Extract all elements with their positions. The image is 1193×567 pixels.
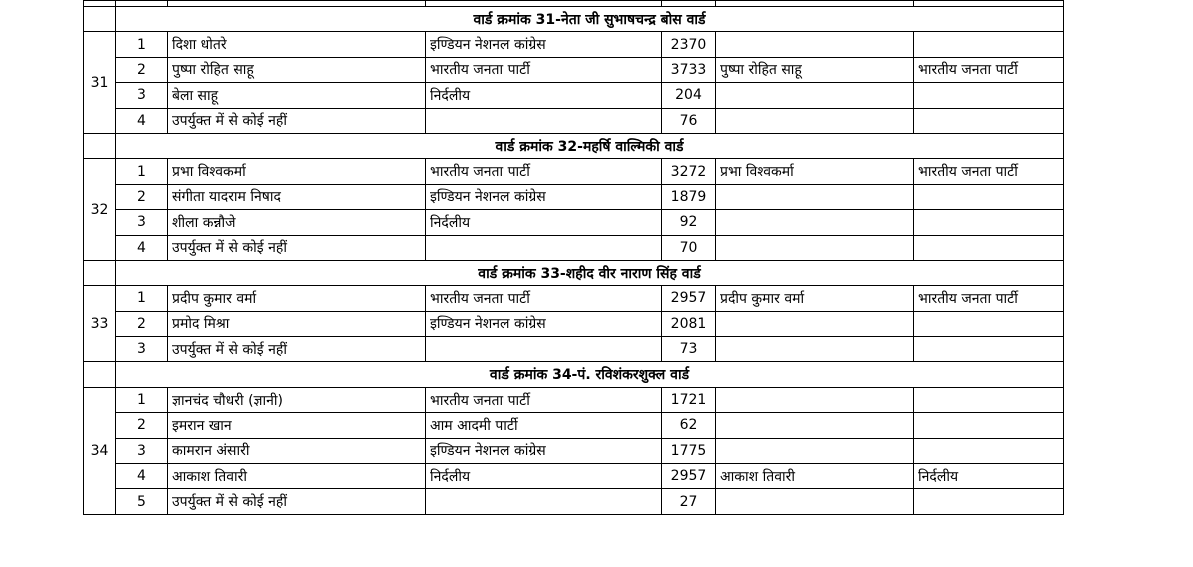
votes: 27 <box>662 489 716 514</box>
candidate-row <box>84 413 1064 438</box>
votes: 62 <box>662 413 716 438</box>
candidate-name: प्रमोद मिश्रा <box>168 311 426 336</box>
candidate-row <box>84 387 1064 412</box>
serial-number: 4 <box>116 235 168 260</box>
candidate-name: उपर्युक्त में से कोई नहीं <box>168 235 426 260</box>
winner-party <box>914 311 1064 336</box>
candidate-name: शीला कन्नौजे <box>168 210 426 235</box>
candidate-party: भारतीय जनता पार्टी <box>426 286 662 311</box>
candidate-party: निर्दलीय <box>426 210 662 235</box>
serial-number: 3 <box>116 438 168 463</box>
winner-party: निर्दलीय <box>914 464 1064 489</box>
serial-number: 1 <box>116 387 168 412</box>
candidate-party: भारतीय जनता पार्टी <box>426 57 662 82</box>
votes: 73 <box>662 337 716 362</box>
candidate-party: इण्डियन नेशनल कांग्रेस <box>426 311 662 336</box>
winner-party <box>914 184 1064 209</box>
candidate-party: निर्दलीय <box>426 83 662 108</box>
serial-number: 3 <box>116 337 168 362</box>
candidate-party <box>426 337 662 362</box>
candidate-name: इमरान खान <box>168 413 426 438</box>
candidate-row <box>84 311 1064 336</box>
winner-party: भारतीय जनता पार्टी <box>914 57 1064 82</box>
votes: 3733 <box>662 57 716 82</box>
winner-name <box>716 235 914 260</box>
candidate-party: निर्दलीय <box>426 464 662 489</box>
table-body <box>84 1 1064 515</box>
candidate-name: कामरान अंसारी <box>168 438 426 463</box>
serial-number: 1 <box>116 286 168 311</box>
candidate-row <box>84 210 1064 235</box>
serial-number: 4 <box>116 464 168 489</box>
candidate-name: ज्ञानचंद चौधरी (ज्ञानी) <box>168 387 426 412</box>
ward-header-row <box>84 362 1064 387</box>
candidate-name: संगीता यादराम निषाद <box>168 184 426 209</box>
candidate-row <box>84 489 1064 514</box>
votes: 3272 <box>662 159 716 184</box>
votes: 92 <box>662 210 716 235</box>
winner-party <box>914 337 1064 362</box>
winner-name <box>716 489 914 514</box>
serial-number: 1 <box>116 32 168 57</box>
winner-party <box>914 438 1064 463</box>
winner-party <box>914 83 1064 108</box>
candidate-name: प्रदीप कुमार वर्मा <box>168 286 426 311</box>
ward-number: 31 <box>84 32 116 134</box>
winner-name <box>716 311 914 336</box>
votes: 2957 <box>662 464 716 489</box>
winner-party: भारतीय जनता पार्टी <box>914 286 1064 311</box>
ward-header-row <box>84 260 1064 285</box>
votes: 2370 <box>662 32 716 57</box>
ward-header-left-cell <box>84 362 116 387</box>
ward-title: वार्ड क्रमांक 33-शहीद वीर नाराण सिंह वार्ड <box>116 260 1064 285</box>
ward-results-table <box>83 0 1064 515</box>
votes: 2957 <box>662 286 716 311</box>
ward-header-left-cell <box>84 133 116 158</box>
votes: 204 <box>662 83 716 108</box>
serial-number: 3 <box>116 210 168 235</box>
serial-number: 2 <box>116 413 168 438</box>
candidate-name: आकाश तिवारी <box>168 464 426 489</box>
serial-number: 2 <box>116 184 168 209</box>
candidate-party: भारतीय जनता पार्टी <box>426 387 662 412</box>
candidate-name: बेला साहू <box>168 83 426 108</box>
winner-party <box>914 108 1064 133</box>
candidate-name: उपर्युक्त में से कोई नहीं <box>168 108 426 133</box>
candidate-party: आम आदमी पार्टी <box>426 413 662 438</box>
candidate-row <box>84 337 1064 362</box>
votes: 76 <box>662 108 716 133</box>
candidate-row <box>84 464 1064 489</box>
candidate-row <box>84 108 1064 133</box>
votes: 1775 <box>662 438 716 463</box>
winner-name: पुष्पा रोहित साहू <box>716 57 914 82</box>
candidate-party <box>426 489 662 514</box>
winner-name <box>716 184 914 209</box>
candidate-row <box>84 286 1064 311</box>
winner-name <box>716 387 914 412</box>
winner-name <box>716 413 914 438</box>
serial-number: 1 <box>116 159 168 184</box>
serial-number: 2 <box>116 311 168 336</box>
ward-header-row <box>84 7 1064 32</box>
winner-name: प्रदीप कुमार वर्मा <box>716 286 914 311</box>
winner-party <box>914 413 1064 438</box>
candidate-row <box>84 438 1064 463</box>
votes: 1721 <box>662 387 716 412</box>
candidate-row <box>84 235 1064 260</box>
candidate-name: पुष्पा रोहित साहू <box>168 57 426 82</box>
candidate-name: उपर्युक्त में से कोई नहीं <box>168 337 426 362</box>
winner-party <box>914 210 1064 235</box>
winner-name <box>716 438 914 463</box>
winner-party <box>914 235 1064 260</box>
ward-number: 32 <box>84 159 116 261</box>
ward-number: 34 <box>84 387 116 514</box>
candidate-party: इण्डियन नेशनल कांग्रेस <box>426 438 662 463</box>
winner-party <box>914 387 1064 412</box>
serial-number: 4 <box>116 108 168 133</box>
candidate-row <box>84 184 1064 209</box>
ward-title: वार्ड क्रमांक 32-महर्षि वाल्मिकी वार्ड <box>116 133 1064 158</box>
candidate-party <box>426 108 662 133</box>
ward-header-row <box>84 133 1064 158</box>
votes: 2081 <box>662 311 716 336</box>
serial-number: 5 <box>116 489 168 514</box>
winner-name <box>716 32 914 57</box>
candidate-name: प्रभा विश्वकर्मा <box>168 159 426 184</box>
candidate-party: भारतीय जनता पार्टी <box>426 159 662 184</box>
candidate-party: इण्डियन नेशनल कांग्रेस <box>426 32 662 57</box>
candidate-name: दिशा धोतरे <box>168 32 426 57</box>
candidate-row <box>84 32 1064 57</box>
ward-header-left-cell <box>84 7 116 32</box>
serial-number: 2 <box>116 57 168 82</box>
winner-party <box>914 489 1064 514</box>
winner-name: आकाश तिवारी <box>716 464 914 489</box>
candidate-row <box>84 57 1064 82</box>
winner-party: भारतीय जनता पार्टी <box>914 159 1064 184</box>
winner-name <box>716 83 914 108</box>
serial-number: 3 <box>116 83 168 108</box>
winner-party <box>914 32 1064 57</box>
votes: 1879 <box>662 184 716 209</box>
winner-name <box>716 337 914 362</box>
winner-name <box>716 210 914 235</box>
ward-header-left-cell <box>84 260 116 285</box>
candidate-name: उपर्युक्त में से कोई नहीं <box>168 489 426 514</box>
winner-name: प्रभा विश्वकर्मा <box>716 159 914 184</box>
candidate-party: इण्डियन नेशनल कांग्रेस <box>426 184 662 209</box>
ward-number: 33 <box>84 286 116 362</box>
votes: 70 <box>662 235 716 260</box>
ward-title: वार्ड क्रमांक 31-नेता जी सुभाषचन्द्र बोस वार्ड <box>116 7 1064 32</box>
candidate-row <box>84 83 1064 108</box>
winner-name <box>716 108 914 133</box>
ward-title: वार्ड क्रमांक 34-पं. रविशंकरशुक्ल वार्ड <box>116 362 1064 387</box>
candidate-row <box>84 159 1064 184</box>
candidate-party <box>426 235 662 260</box>
